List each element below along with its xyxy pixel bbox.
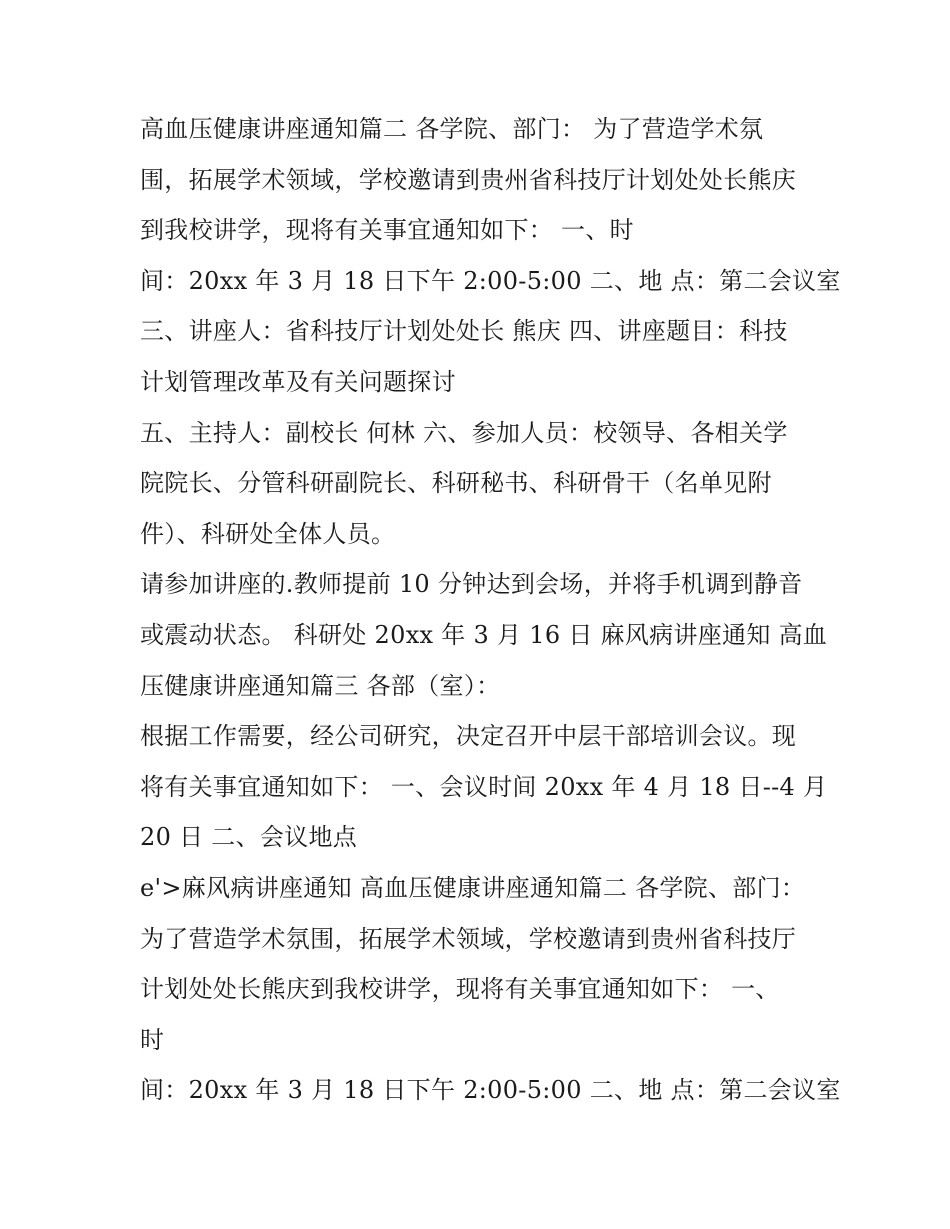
text-line: 五、主持人：副校长 何林 六、参加人员：校领导、各相关学: [140, 418, 788, 447]
text-line: 时: [140, 1025, 165, 1054]
text-line: 请参加讲座的.教师提前 10 分钟达到会场，并将手机调到静音: [140, 570, 803, 599]
text-line: 件）、科研处全体人员。: [140, 519, 396, 548]
text-line: 压健康讲座通知篇三 各部（室）：: [140, 671, 501, 700]
text-line: 根据工作需要，经公司研究，决定召开中层干部培训会议。现: [140, 722, 797, 751]
document-body: [140, 104, 841, 1116]
text-line: 计划管理改革及有关问题探讨: [140, 367, 456, 396]
text-line: 围，拓展学术领域，学校邀请到贵州省科技厅计划处处长熊庆: [140, 165, 797, 194]
text-line: 三、讲座人：省科技厅计划处处长 熊庆 四、讲座题目：科技: [140, 317, 788, 346]
text-line: 间：20xx 年 3 月 18 日下午 2:00-5:00 二、地 点：第二会议室: [140, 1076, 841, 1105]
text-line: 将有关事宜通知如下： 一、会议时间 20xx 年 4 月 18 日--4 月: [140, 772, 828, 801]
text-line: 到我校讲学，现将有关事宜通知如下： 一、时: [140, 216, 634, 245]
text-line: 为了营造学术氛围，拓展学术领域，学校邀请到贵州省科技厅: [140, 924, 797, 953]
text-line: e'>麻风病讲座通知 高血压健康讲座通知篇二 各学院、部门：: [140, 873, 806, 902]
text-line: 或震动状态。 科研处 20xx 年 3 月 16 日 麻风病讲座通知 高血: [140, 620, 828, 649]
text-line: 院院长、分管科研副院长、科研秘书、科研骨干（名单见附: [140, 469, 772, 498]
text-line: 20 日 二、会议地点: [140, 823, 358, 852]
text-line: 计划处处长熊庆到我校讲学，现将有关事宜通知如下： 一、: [140, 975, 780, 1004]
text-line: 高血压健康讲座通知篇二 各学院、部门： 为了营造学术氛: [140, 115, 764, 143]
text-line: 间：20xx 年 3 月 18 日下午 2:00-5:00 二、地 点：第二会议室: [140, 266, 841, 295]
